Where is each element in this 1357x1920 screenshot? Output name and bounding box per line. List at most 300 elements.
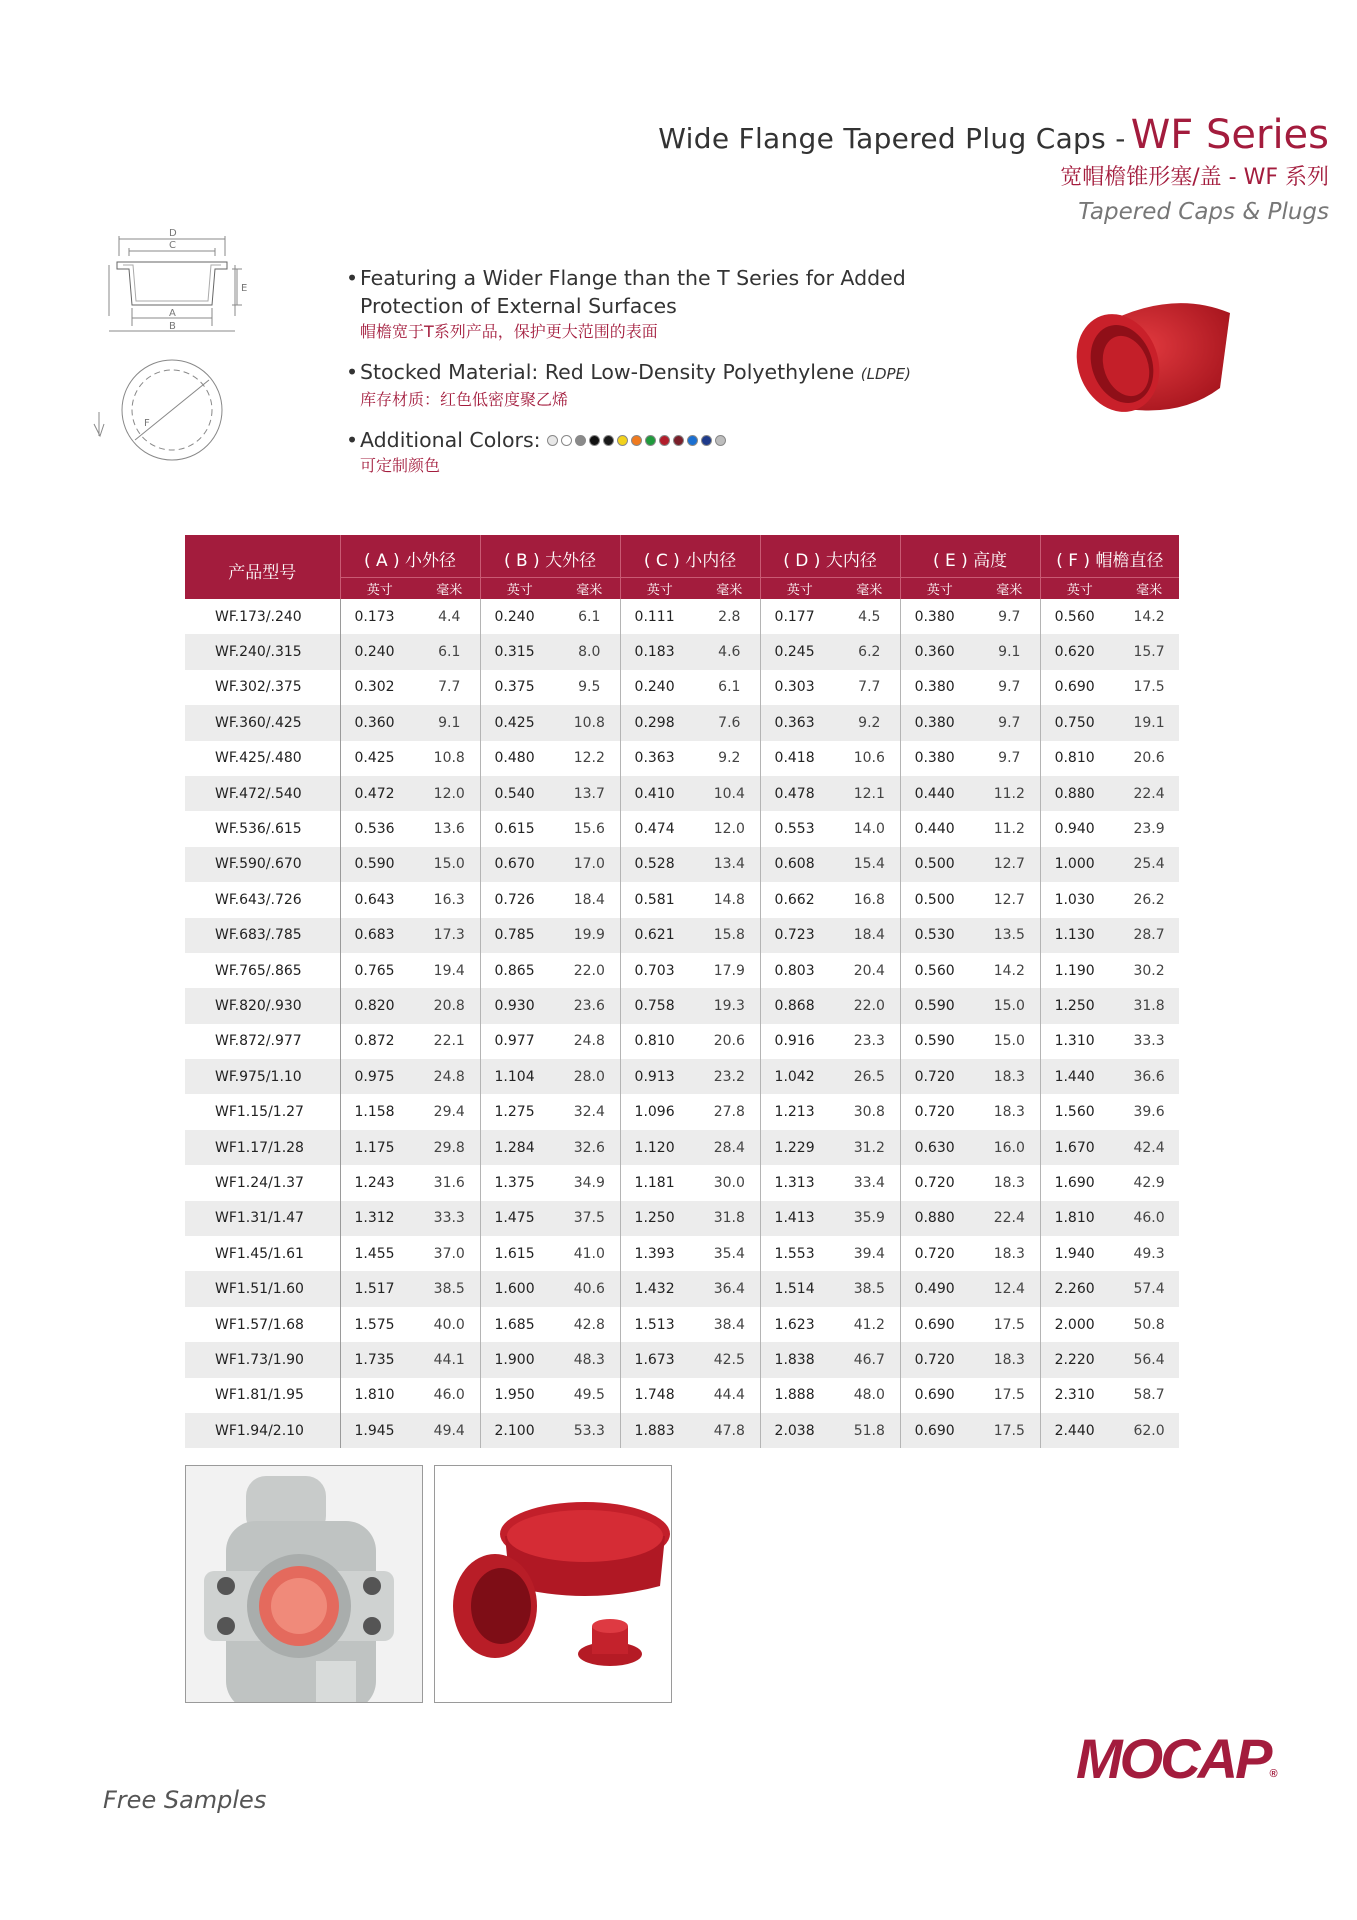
inch-cell: 1.250	[1040, 988, 1119, 1023]
mm-cell: 15.4	[839, 847, 900, 882]
color-swatch	[617, 435, 628, 446]
inch-cell: 0.363	[760, 705, 839, 740]
cap-dimension-diagram	[92, 226, 252, 472]
header-d: ( D ) 大内径	[760, 535, 900, 577]
mm-cell: 17.5	[979, 1378, 1040, 1413]
mm-cell: 10.6	[839, 741, 900, 776]
model-cell: WF.820/.930	[185, 988, 340, 1023]
mm-cell: 31.8	[699, 1201, 760, 1236]
mm-cell: 33.4	[839, 1165, 900, 1200]
title-prefix: Wide Flange Tapered Plug Caps -	[658, 122, 1126, 155]
mm-cell: 36.6	[1119, 1059, 1179, 1094]
mm-cell: 17.5	[1133, 679, 1165, 696]
inch-cell: 0.472	[340, 776, 419, 811]
table-row	[185, 882, 1179, 917]
inch-cell: 0.418	[774, 750, 815, 767]
inch-cell: 0.298	[620, 705, 699, 740]
inch-cell: 0.380	[900, 705, 979, 740]
inch-cell: 0.363	[634, 750, 675, 767]
inch-cell: 1.748	[634, 1387, 675, 1404]
inch-cell: 1.455	[354, 1245, 395, 1262]
feature-list	[346, 264, 986, 492]
mm-cell: 37.5	[559, 1201, 620, 1236]
inch-cell: 1.213	[774, 1104, 815, 1121]
color-swatch	[547, 435, 558, 446]
feature-text: Featuring a Wider Flange than the T Series for Added Protection of External Surfaces	[360, 266, 906, 318]
inch-cell: 0.183	[620, 634, 699, 669]
inch-cell: 1.517	[340, 1271, 419, 1306]
table-row	[185, 1342, 1179, 1377]
inch-cell: 0.690	[914, 1316, 955, 1333]
inch-cell: 0.643	[354, 891, 395, 908]
inch-cell: 0.720	[914, 1174, 955, 1191]
inch-cell: 1.883	[620, 1413, 699, 1448]
inch-cell: 0.425	[480, 705, 559, 740]
mm-cell: 25.4	[1119, 847, 1179, 882]
feature-text-cn: 帽檐宽于T系列产品，保护更大范围的表面	[360, 322, 658, 341]
inch-cell: 1.440	[1040, 1059, 1119, 1094]
inch-cell: 0.490	[900, 1271, 979, 1306]
mm-cell: 46.7	[839, 1342, 900, 1377]
inch-cell: 1.000	[1040, 847, 1119, 882]
mm-cell: 41.0	[559, 1236, 620, 1271]
inch-cell: 0.478	[760, 776, 839, 811]
model-cell: WF.872/.977	[185, 1024, 340, 1059]
mm-cell: 9.2	[839, 705, 900, 740]
feature-text: Additional Colors:	[360, 428, 541, 452]
model-cell: WF1.31/1.47	[185, 1201, 340, 1236]
inch-cell: 1.275	[494, 1104, 535, 1121]
mm-cell: 35.4	[699, 1236, 760, 1271]
inch-cell: 1.375	[494, 1174, 535, 1191]
mm-cell: 42.4	[1119, 1130, 1179, 1165]
inch-cell: 1.313	[774, 1174, 815, 1191]
mm-cell: 8.0	[559, 634, 620, 669]
mm-cell: 20.6	[699, 1024, 760, 1059]
mm-cell: 14.8	[699, 882, 760, 917]
table-row	[185, 953, 1179, 988]
table-row	[185, 1059, 1179, 1094]
mm-cell: 4.5	[839, 599, 900, 634]
inch-cell: 0.590	[900, 988, 979, 1023]
inch-cell: 0.670	[480, 847, 559, 882]
mm-cell: 6.1	[559, 599, 620, 634]
feature-text-cn: 库存材质：红色低密度聚乙烯	[360, 390, 569, 409]
label-d: D	[169, 228, 177, 239]
color-swatch	[575, 435, 586, 446]
inch-cell: 0.440	[914, 821, 955, 838]
mm-cell: 20.6	[1133, 750, 1165, 767]
mm-cell: 11.2	[979, 776, 1040, 811]
inch-cell: 1.940	[1054, 1245, 1095, 1262]
mm-cell: 4.6	[699, 634, 760, 669]
unit-mm-header: 毫米	[699, 577, 760, 599]
mocap-logo	[1076, 1726, 1278, 1791]
mm-cell: 13.7	[559, 776, 620, 811]
inch-cell: 2.440	[1040, 1413, 1119, 1448]
mm-cell: 17.3	[419, 918, 480, 953]
valve-application-photo	[185, 1465, 423, 1703]
mm-cell: 15.0	[979, 988, 1040, 1023]
mm-cell: 13.5	[979, 918, 1040, 953]
table-row	[185, 741, 1179, 776]
inch-cell: 0.560	[914, 962, 955, 979]
inch-cell: 2.038	[760, 1413, 839, 1448]
mm-cell: 14.0	[839, 811, 900, 846]
color-swatch	[645, 435, 656, 446]
mm-cell: 26.2	[1133, 891, 1165, 908]
inch-cell: 0.703	[634, 962, 675, 979]
caps-illustration	[435, 1466, 672, 1703]
inch-cell: 0.581	[634, 891, 675, 908]
inch-cell: 1.158	[354, 1104, 395, 1121]
mm-cell: 12.0	[419, 776, 480, 811]
color-swatch	[715, 435, 726, 446]
mm-cell: 46.0	[1119, 1201, 1179, 1236]
mm-cell: 18.4	[559, 882, 620, 917]
mm-cell: 31.2	[839, 1130, 900, 1165]
bullet-icon: •	[346, 428, 359, 452]
model-cell: WF.360/.425	[185, 705, 340, 740]
mm-cell: 17.0	[559, 847, 620, 882]
mm-cell: 15.6	[559, 811, 620, 846]
inch-cell: 0.690	[1054, 679, 1095, 696]
mm-cell: 37.0	[419, 1236, 480, 1271]
mm-cell: 9.7	[979, 705, 1040, 740]
color-swatch	[631, 435, 642, 446]
unit-mm-header: 毫米	[979, 577, 1040, 599]
inch-cell: 0.245	[760, 634, 839, 669]
mm-cell: 7.7	[419, 670, 480, 705]
table-header-row	[185, 535, 1179, 577]
unit-inch-header: 英寸	[1040, 577, 1119, 599]
inch-cell: 0.410	[620, 776, 699, 811]
mm-cell: 56.4	[1119, 1342, 1179, 1377]
mm-cell: 12.0	[699, 811, 760, 846]
mm-cell: 17.9	[699, 953, 760, 988]
inch-cell: 0.540	[480, 776, 559, 811]
mm-cell: 12.7	[979, 882, 1040, 917]
mm-cell: 9.5	[559, 670, 620, 705]
inch-cell: 0.720	[900, 1342, 979, 1377]
mm-cell: 38.5	[419, 1271, 480, 1306]
inch-cell: 0.608	[760, 847, 839, 882]
inch-cell: 2.310	[1054, 1387, 1095, 1404]
mm-cell: 57.4	[1119, 1271, 1179, 1306]
inch-cell: 1.312	[340, 1201, 419, 1236]
mm-cell: 32.6	[559, 1130, 620, 1165]
mm-cell: 13.6	[419, 811, 480, 846]
inch-cell: 0.240	[634, 679, 675, 696]
mm-cell: 7.7	[839, 670, 900, 705]
category-subtitle: Tapered Caps & Plugs	[1078, 199, 1329, 225]
inch-cell: 0.240	[494, 608, 535, 625]
inch-cell: 1.615	[494, 1245, 535, 1262]
title-series: WF Series	[1130, 112, 1329, 158]
inch-cell: 0.723	[760, 918, 839, 953]
inch-cell: 1.685	[494, 1316, 535, 1333]
mm-cell: 9.7	[979, 741, 1040, 776]
mm-cell: 23.3	[839, 1024, 900, 1059]
mm-cell: 18.3	[979, 1094, 1040, 1129]
header-e: ( E ) 高度	[900, 535, 1040, 577]
inch-cell: 0.380	[914, 608, 955, 625]
table-row	[185, 1165, 1179, 1200]
model-cell: WF.765/.865	[185, 953, 340, 988]
mm-cell: 30.0	[699, 1165, 760, 1200]
header-f: ( F ) 帽檐直径	[1040, 535, 1179, 577]
inch-cell: 0.375	[494, 679, 535, 696]
inch-cell: 0.360	[340, 705, 419, 740]
table-row	[185, 1201, 1179, 1236]
model-cell: WF1.24/1.37	[185, 1165, 340, 1200]
inch-cell: 1.475	[480, 1201, 559, 1236]
inch-cell: 0.590	[914, 1033, 955, 1050]
mm-cell: 13.4	[699, 847, 760, 882]
color-swatch	[561, 435, 572, 446]
inch-cell: 1.810	[1040, 1201, 1119, 1236]
mm-cell: 15.0	[419, 847, 480, 882]
model-cell: WF.683/.785	[185, 918, 340, 953]
mm-cell: 15.8	[699, 918, 760, 953]
table-body	[185, 599, 1179, 1448]
page-header	[658, 112, 1329, 225]
inch-cell: 0.553	[774, 821, 815, 838]
mm-cell: 10.8	[419, 741, 480, 776]
inch-cell: 1.284	[480, 1130, 559, 1165]
mm-cell: 24.8	[559, 1024, 620, 1059]
mm-cell: 27.8	[699, 1094, 760, 1129]
mm-cell: 49.3	[1133, 1245, 1165, 1262]
inch-cell: 0.620	[1040, 634, 1119, 669]
model-cell: WF1.81/1.95	[185, 1378, 340, 1413]
inch-cell: 0.930	[480, 988, 559, 1023]
inch-cell: 0.913	[620, 1059, 699, 1094]
mm-cell: 17.5	[979, 1307, 1040, 1342]
inch-cell: 1.514	[760, 1271, 839, 1306]
mm-cell: 17.5	[979, 1413, 1040, 1448]
mm-cell: 2.8	[699, 599, 760, 634]
inch-cell: 1.229	[760, 1130, 839, 1165]
registered-mark: ®	[1269, 1768, 1278, 1780]
inch-cell: 0.360	[900, 634, 979, 669]
red-caps-group-photo	[434, 1465, 672, 1703]
inch-cell: 0.662	[774, 891, 815, 908]
inch-cell: 0.111	[634, 608, 675, 625]
mm-cell: 36.4	[699, 1271, 760, 1306]
material-abbr: (LDPE)	[860, 365, 911, 383]
model-cell: WF1.15/1.27	[185, 1094, 340, 1129]
inch-cell: 1.250	[620, 1201, 699, 1236]
mm-cell: 9.7	[979, 599, 1040, 634]
inch-cell: 2.260	[1040, 1271, 1119, 1306]
inch-cell: 0.302	[354, 679, 395, 696]
table-row	[185, 599, 1179, 634]
page-title	[658, 112, 1329, 158]
inch-cell: 1.575	[354, 1316, 395, 1333]
mm-cell: 20.4	[839, 953, 900, 988]
mm-cell: 22.0	[559, 953, 620, 988]
mm-cell: 6.1	[699, 670, 760, 705]
mm-cell: 38.4	[699, 1307, 760, 1342]
label-a: A	[169, 308, 176, 319]
bullet-icon: •	[346, 266, 359, 290]
inch-cell: 0.720	[914, 1245, 955, 1262]
mm-cell: 7.6	[699, 705, 760, 740]
mm-cell: 32.4	[559, 1094, 620, 1129]
mm-cell: 23.2	[699, 1059, 760, 1094]
inch-cell: 0.720	[914, 1104, 955, 1121]
table-row	[185, 634, 1179, 669]
inch-cell: 1.690	[1054, 1174, 1095, 1191]
inch-cell: 1.950	[494, 1387, 535, 1404]
mm-cell: 19.1	[1119, 705, 1179, 740]
inch-cell: 0.690	[914, 1387, 955, 1404]
unit-inch-header: 英寸	[760, 577, 839, 599]
model-cell: WF1.94/2.10	[185, 1413, 340, 1448]
mm-cell: 28.4	[699, 1130, 760, 1165]
mm-cell: 44.4	[699, 1378, 760, 1413]
table-row	[185, 1236, 1179, 1271]
mm-cell: 40.6	[559, 1271, 620, 1306]
inch-cell: 0.868	[760, 988, 839, 1023]
mm-cell: 15.0	[979, 1024, 1040, 1059]
inch-cell: 0.726	[494, 891, 535, 908]
mm-cell: 23.6	[559, 988, 620, 1023]
mm-cell: 10.8	[559, 705, 620, 740]
inch-cell: 0.865	[494, 962, 535, 979]
table-row	[185, 1130, 1179, 1165]
inch-cell: 1.553	[774, 1245, 815, 1262]
inch-cell: 1.560	[1054, 1104, 1095, 1121]
mm-cell: 44.1	[419, 1342, 480, 1377]
inch-cell: 1.130	[1040, 918, 1119, 953]
model-cell: WF1.17/1.28	[185, 1130, 340, 1165]
mm-cell: 6.1	[419, 634, 480, 669]
inch-cell: 0.380	[914, 750, 955, 767]
inch-cell: 0.765	[354, 962, 395, 979]
header-b: ( B ) 大外径	[480, 535, 620, 577]
free-samples-text: Free Samples	[103, 1786, 267, 1814]
inch-cell: 1.888	[774, 1387, 815, 1404]
title-chinese: 宽帽檐锥形塞/盖 - WF 系列	[1060, 165, 1329, 190]
mm-cell: 9.7	[979, 670, 1040, 705]
mm-cell: 40.0	[419, 1307, 480, 1342]
mm-cell: 16.0	[979, 1130, 1040, 1165]
inch-cell: 1.513	[634, 1316, 675, 1333]
mm-cell: 29.4	[419, 1094, 480, 1129]
color-swatch-list	[547, 426, 726, 454]
inch-cell: 0.380	[914, 679, 955, 696]
mm-cell: 12.4	[979, 1271, 1040, 1306]
logo-text: MOCAP	[1076, 1727, 1270, 1790]
inch-cell: 0.880	[900, 1201, 979, 1236]
inch-cell: 0.173	[354, 608, 395, 625]
mm-cell: 18.3	[979, 1165, 1040, 1200]
inch-cell: 1.735	[340, 1342, 419, 1377]
mm-cell: 33.3	[419, 1201, 480, 1236]
inch-cell: 0.872	[354, 1033, 395, 1050]
feature-item	[346, 358, 986, 412]
mm-cell: 19.3	[699, 988, 760, 1023]
label-e: E	[241, 283, 248, 294]
table-row	[185, 705, 1179, 740]
inch-cell: 0.750	[1040, 705, 1119, 740]
inch-cell: 1.600	[480, 1271, 559, 1306]
unit-mm-header: 毫米	[839, 577, 900, 599]
mm-cell: 42.5	[699, 1342, 760, 1377]
mm-cell: 11.2	[979, 811, 1040, 846]
mm-cell: 39.6	[1133, 1104, 1165, 1121]
mm-cell: 9.2	[699, 741, 760, 776]
mm-cell: 38.5	[839, 1271, 900, 1306]
inch-cell: 0.630	[900, 1130, 979, 1165]
inch-cell: 0.303	[774, 679, 815, 696]
mm-cell: 22.4	[979, 1201, 1040, 1236]
mm-cell: 15.7	[1119, 634, 1179, 669]
inch-cell: 0.480	[494, 750, 535, 767]
mm-cell: 6.2	[839, 634, 900, 669]
mm-cell: 50.8	[1133, 1316, 1165, 1333]
inch-cell: 2.100	[480, 1413, 559, 1448]
model-cell: WF.975/1.10	[185, 1059, 340, 1094]
inch-cell: 1.104	[480, 1059, 559, 1094]
feature-item	[346, 264, 986, 344]
inch-cell: 0.528	[620, 847, 699, 882]
color-swatch	[687, 435, 698, 446]
model-cell: WF.425/.480	[185, 741, 340, 776]
model-cell: WF1.57/1.68	[185, 1307, 340, 1342]
inch-cell: 0.536	[354, 821, 395, 838]
inch-cell: 0.177	[774, 608, 815, 625]
unit-inch-header: 英寸	[340, 577, 419, 599]
inch-cell: 0.785	[480, 918, 559, 953]
mm-cell: 22.4	[1119, 776, 1179, 811]
table-row	[185, 918, 1179, 953]
mm-cell: 12.2	[559, 741, 620, 776]
inch-cell: 1.042	[760, 1059, 839, 1094]
mm-cell: 49.5	[559, 1378, 620, 1413]
inch-cell: 0.810	[1054, 750, 1095, 767]
mm-cell: 39.4	[839, 1236, 900, 1271]
feature-text: Stocked Material: Red Low-Density Polyethylene	[360, 360, 855, 384]
table-row	[185, 1271, 1179, 1306]
unit-inch-header: 英寸	[900, 577, 979, 599]
mm-cell: 28.7	[1119, 918, 1179, 953]
table-row	[185, 1094, 1179, 1129]
table-row	[185, 1413, 1179, 1448]
model-cell: WF.536/.615	[185, 811, 340, 846]
inch-cell: 1.175	[340, 1130, 419, 1165]
feature-text-cn: 可定制颜色	[360, 456, 441, 475]
mm-cell: 18.3	[979, 1236, 1040, 1271]
header-a: ( A ) 小外径	[340, 535, 480, 577]
model-cell: WF.590/.670	[185, 847, 340, 882]
inch-cell: 0.425	[354, 750, 395, 767]
table-row	[185, 988, 1179, 1023]
model-cell: WF1.73/1.90	[185, 1342, 340, 1377]
color-swatch	[603, 435, 614, 446]
header-model: 产品型号	[185, 535, 340, 599]
mm-cell: 42.8	[559, 1307, 620, 1342]
dimension-table	[185, 535, 1179, 1448]
mm-cell: 31.6	[419, 1165, 480, 1200]
unit-inch-header: 英寸	[620, 577, 699, 599]
model-cell: WF1.45/1.61	[185, 1236, 340, 1271]
mm-cell: 30.2	[1133, 962, 1165, 979]
inch-cell: 0.621	[620, 918, 699, 953]
mm-cell: 16.3	[419, 882, 480, 917]
